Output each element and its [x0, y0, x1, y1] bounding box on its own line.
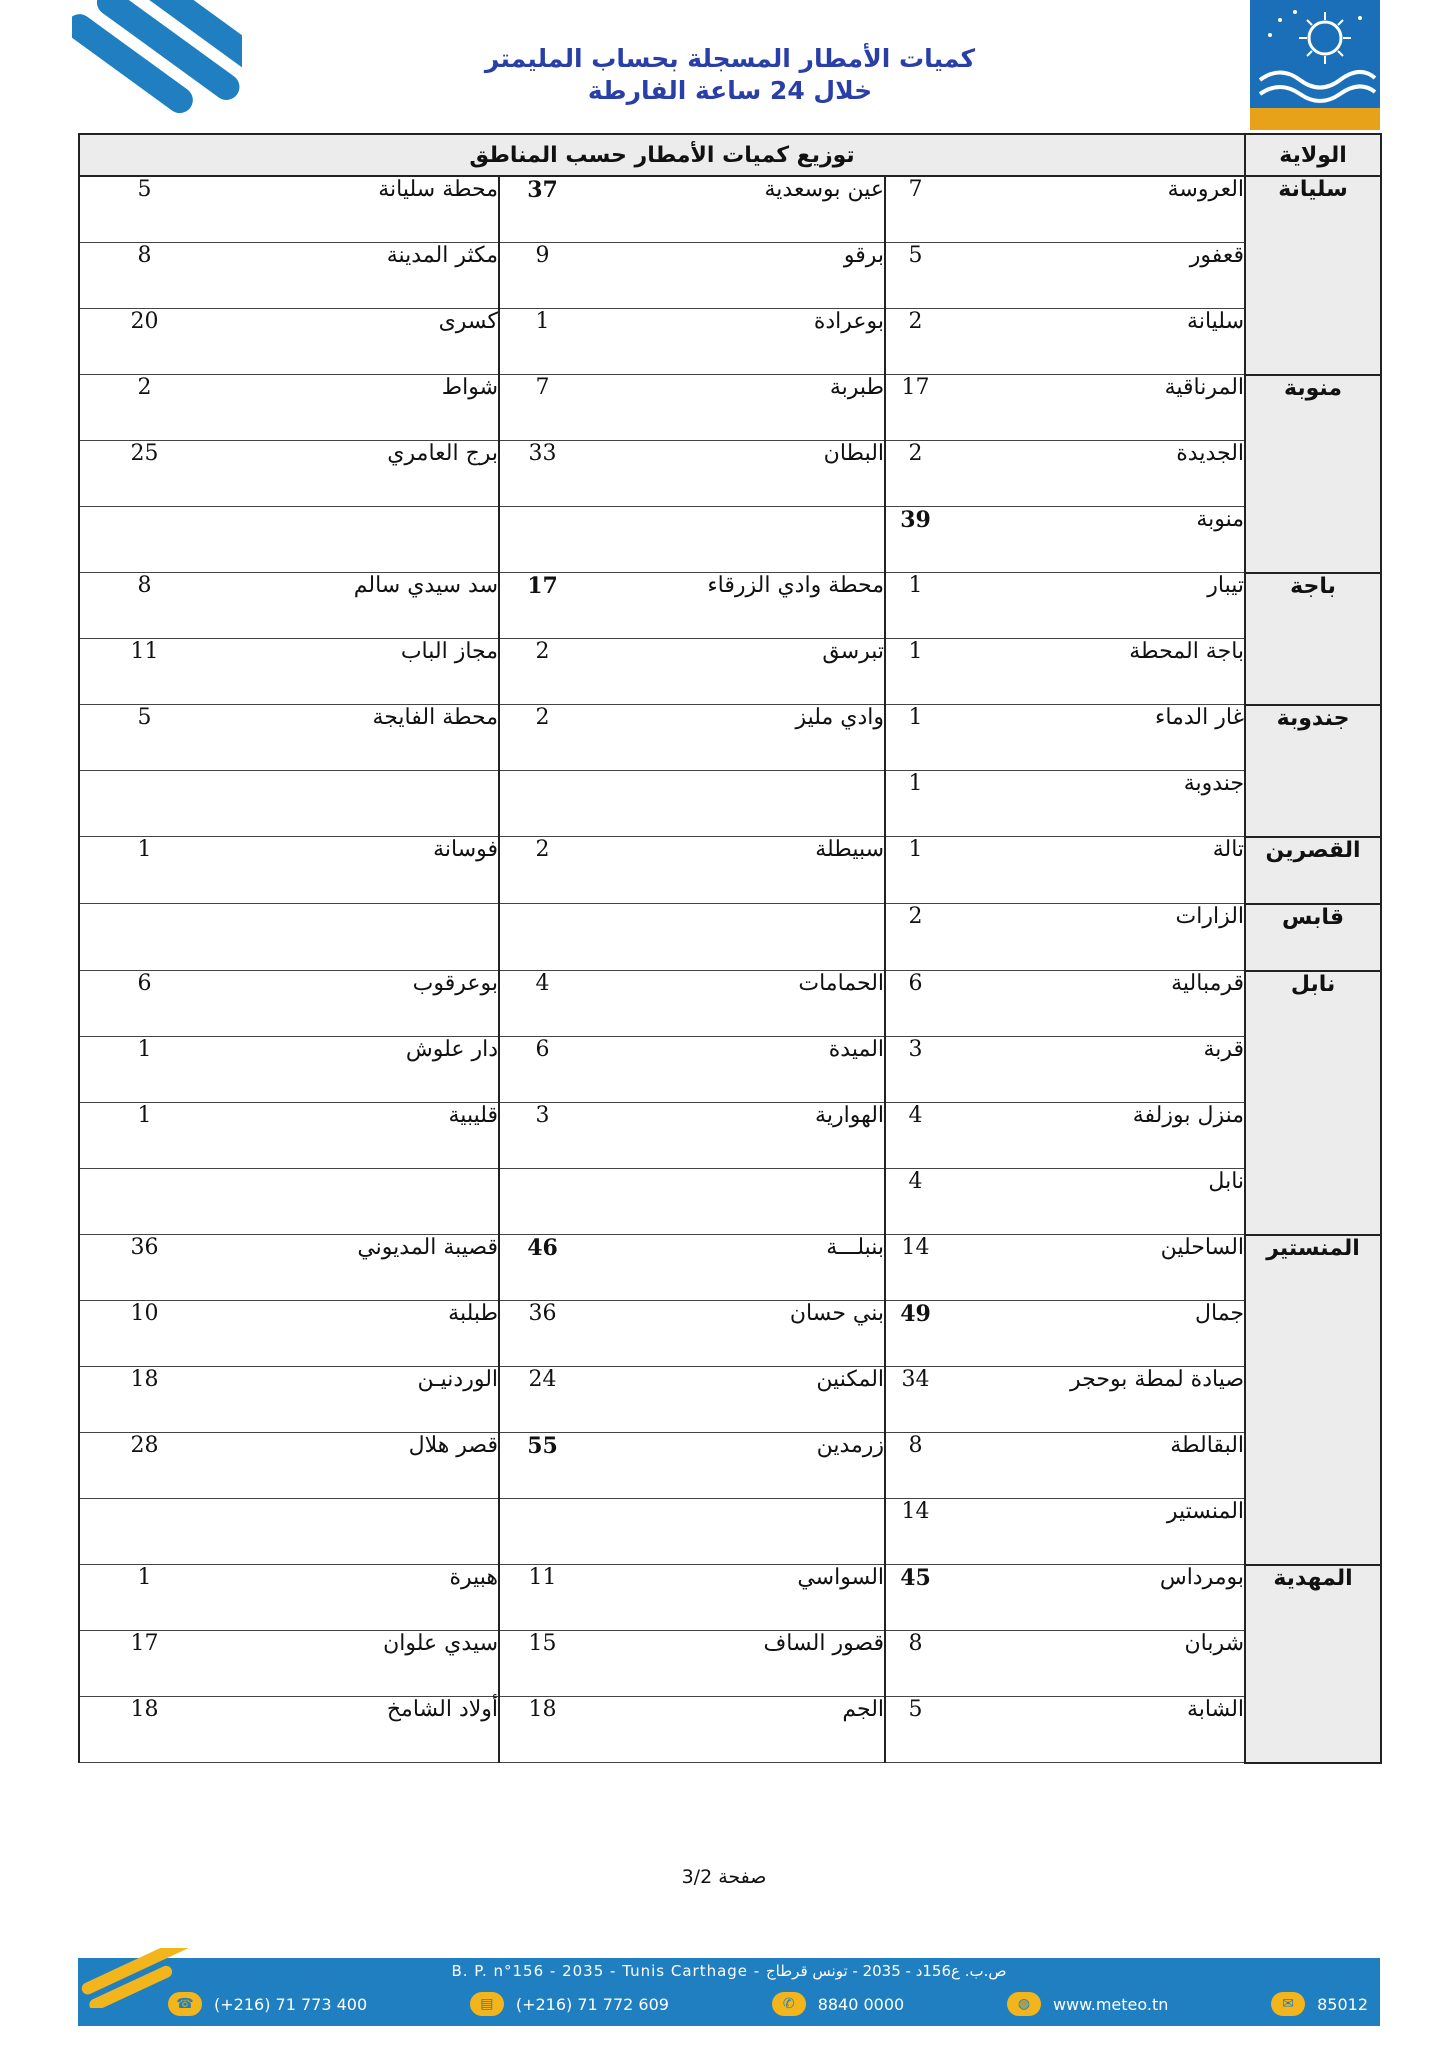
- rainfall-value: 4: [885, 1169, 945, 1235]
- station-name: [585, 771, 885, 837]
- rainfall-value: 24: [499, 1367, 585, 1433]
- table-row: [79, 837, 1381, 904]
- station-name: البطان: [585, 441, 885, 507]
- rainfall-value: 45: [885, 1565, 945, 1631]
- governorate-cell: قابس: [1245, 904, 1381, 971]
- rainfall-value: 18: [499, 1697, 585, 1763]
- institute-logo: [1250, 0, 1380, 130]
- station-name: قرمبالية: [945, 971, 1245, 1037]
- rainfall-value: 7: [885, 176, 945, 243]
- station-name: تالة: [945, 837, 1245, 904]
- station-name: السواسي: [585, 1565, 885, 1631]
- rainfall-value: 2: [885, 441, 945, 507]
- table-row: [79, 971, 1381, 1037]
- table-row: [79, 1235, 1381, 1301]
- station-name: باجة المحطة: [945, 639, 1245, 705]
- table-row: [79, 771, 1381, 837]
- rainfall-value: 18: [79, 1697, 209, 1763]
- station-name: محطة وادي الزرقاء: [585, 573, 885, 639]
- document-subtitle: خلال 24 ساعة الفارطة: [587, 76, 873, 105]
- phone-icon: ☎: [168, 1992, 202, 2016]
- rainfall-value: [79, 771, 209, 837]
- station-name: المنستير: [945, 1499, 1245, 1565]
- rainfall-value: 34: [885, 1367, 945, 1433]
- station-name: قصور الساف: [585, 1631, 885, 1697]
- footer-phone: ☎ (+216) 71 773 400: [168, 1992, 367, 2016]
- station-name: الجديدة: [945, 441, 1245, 507]
- rainfall-value: [499, 1499, 585, 1565]
- station-name: جندوبة: [945, 771, 1245, 837]
- rainfall-value: 39: [885, 507, 945, 573]
- footer-address: B. P. n°156 - 2035 - Tunis Carthage - ص.ب. ع156د - 2035 - تونس قرطاج: [451, 1962, 1007, 1980]
- rainfall-value: [499, 1169, 585, 1235]
- station-name: سبيطلة: [585, 837, 885, 904]
- table-header-row: [79, 134, 1381, 176]
- station-name: صيادة لمطة بوحجر: [945, 1367, 1245, 1433]
- rainfall-value: 3: [885, 1037, 945, 1103]
- station-name: قصر هلال: [209, 1433, 499, 1499]
- table-row: [79, 904, 1381, 971]
- rainfall-value: 1: [885, 573, 945, 639]
- rainfall-value: 1: [79, 1037, 209, 1103]
- station-name: البقالطة: [945, 1433, 1245, 1499]
- station-name: شواط: [209, 375, 499, 441]
- rainfall-value: [499, 507, 585, 573]
- station-name: [585, 904, 885, 971]
- rainfall-value: [79, 1169, 209, 1235]
- rainfall-value: 17: [885, 375, 945, 441]
- footer-fax: ▤ (+216) 71 772 609: [470, 1992, 669, 2016]
- station-name: محطة سليانة: [209, 176, 499, 243]
- rainfall-value: [79, 904, 209, 971]
- rainfall-value: 11: [79, 639, 209, 705]
- table-row: [79, 705, 1381, 771]
- rainfall-value: 20: [79, 309, 209, 375]
- governorate-cell: سليانة: [1245, 176, 1381, 375]
- rainfall-value: 36: [79, 1235, 209, 1301]
- table-row: [79, 441, 1381, 507]
- station-name: بنبلـــة: [585, 1235, 885, 1301]
- footer-sms: ✉ 85012: [1271, 1992, 1368, 2016]
- station-name: الشابة: [945, 1697, 1245, 1763]
- station-name: الحمامات: [585, 971, 885, 1037]
- station-name: وادي مليز: [585, 705, 885, 771]
- station-name: جمال: [945, 1301, 1245, 1367]
- rainfall-value: 5: [79, 176, 209, 243]
- rainfall-value: 17: [79, 1631, 209, 1697]
- station-name: العروسة: [945, 176, 1245, 243]
- station-name: منزل بوزلفة: [945, 1103, 1245, 1169]
- station-name: سد سيدي سالم: [209, 573, 499, 639]
- station-name: بني حسان: [585, 1301, 885, 1367]
- rainfall-value: 1: [79, 837, 209, 904]
- footer-website[interactable]: ◍ www.meteo.tn: [1007, 1992, 1168, 2016]
- table-row: [79, 243, 1381, 309]
- rainfall-value: 33: [499, 441, 585, 507]
- rainfall-value: 17: [499, 573, 585, 639]
- table-row: [79, 639, 1381, 705]
- rainfall-value: 8: [79, 243, 209, 309]
- station-name: بوعرادة: [585, 309, 885, 375]
- station-name: كسرى: [209, 309, 499, 375]
- rainfall-value: 2: [499, 705, 585, 771]
- rainfall-value: 8: [885, 1433, 945, 1499]
- rainfall-value: 14: [885, 1499, 945, 1565]
- station-name: بوعرقوب: [209, 971, 499, 1037]
- rainfall-value: 10: [79, 1301, 209, 1367]
- table-row: [79, 176, 1381, 243]
- rainfall-value: 46: [499, 1235, 585, 1301]
- rainfall-value: 49: [885, 1301, 945, 1367]
- rainfall-value: 1: [79, 1103, 209, 1169]
- rainfall-value: 7: [499, 375, 585, 441]
- station-name: الجم: [585, 1697, 885, 1763]
- rainfall-value: 11: [499, 1565, 585, 1631]
- station-name: تبرسق: [585, 639, 885, 705]
- station-name: زرمدين: [585, 1433, 885, 1499]
- governorate-cell: منوبة: [1245, 375, 1381, 573]
- rainfall-value: 1: [79, 1565, 209, 1631]
- rainfall-value: 6: [79, 971, 209, 1037]
- rainfall-value: 3: [499, 1103, 585, 1169]
- station-name: عين بوسعدية: [585, 176, 885, 243]
- rainfall-value: [79, 1499, 209, 1565]
- station-name: فوسانة: [209, 837, 499, 904]
- station-name: الميدة: [585, 1037, 885, 1103]
- table-row: [79, 1433, 1381, 1499]
- station-name: بومرداس: [945, 1565, 1245, 1631]
- station-name: منوبة: [945, 507, 1245, 573]
- station-name: طبربة: [585, 375, 885, 441]
- station-name: قصيبة المديوني: [209, 1235, 499, 1301]
- table-row: [79, 1565, 1381, 1631]
- rainfall-value: 2: [885, 904, 945, 971]
- station-name: غار الدماء: [945, 705, 1245, 771]
- rainfall-value: [79, 507, 209, 573]
- rainfall-value: 6: [885, 971, 945, 1037]
- rainfall-value: 25: [79, 441, 209, 507]
- rainfall-value: 2: [499, 837, 585, 904]
- rainfall-value: [499, 904, 585, 971]
- sms-icon: ✉: [1271, 1992, 1305, 2016]
- station-name: هبيرة: [209, 1565, 499, 1631]
- table-row: [79, 573, 1381, 639]
- table-row: [79, 1169, 1381, 1235]
- stripes-logo-left: [72, 0, 242, 135]
- station-name: [209, 904, 499, 971]
- table-row: [79, 309, 1381, 375]
- table-row: [79, 1697, 1381, 1763]
- station-name: برقو: [585, 243, 885, 309]
- station-name: الهوارية: [585, 1103, 885, 1169]
- station-name: [209, 771, 499, 837]
- rainfall-value: 4: [499, 971, 585, 1037]
- table-row: [79, 1499, 1381, 1565]
- station-name: قربة: [945, 1037, 1245, 1103]
- station-name: نابل: [945, 1169, 1245, 1235]
- rainfall-value: 5: [885, 1697, 945, 1763]
- table-row: [79, 1103, 1381, 1169]
- rainfall-value: 15: [499, 1631, 585, 1697]
- rainfall-value: 55: [499, 1433, 585, 1499]
- table-row: [79, 1301, 1381, 1367]
- rainfall-value: 1: [885, 771, 945, 837]
- rainfall-value: 2: [79, 375, 209, 441]
- footer: [78, 1948, 1380, 2028]
- governorate-cell: المهدية: [1245, 1565, 1381, 1763]
- rainfall-value: 1: [885, 639, 945, 705]
- station-name: قليبية: [209, 1103, 499, 1169]
- document-title: كميات الأمطار المسجلة بحساب المليمتر: [484, 44, 976, 73]
- station-name: الساحلين: [945, 1235, 1245, 1301]
- station-name: قعفور: [945, 243, 1245, 309]
- rainfall-value: 36: [499, 1301, 585, 1367]
- governorate-header: الولاية: [1245, 134, 1381, 176]
- station-name: أولاد الشامخ: [209, 1697, 499, 1763]
- table-row: [79, 375, 1381, 441]
- rainfall-value: 5: [885, 243, 945, 309]
- station-name: سليانة: [945, 309, 1245, 375]
- rainfall-value: 4: [885, 1103, 945, 1169]
- station-name: سيدي علوان: [209, 1631, 499, 1697]
- governorate-cell: باجة: [1245, 573, 1381, 705]
- rainfall-value: 5: [79, 705, 209, 771]
- fax-icon: ▤: [470, 1992, 504, 2016]
- table-row: [79, 1631, 1381, 1697]
- hotline-icon: ✆: [772, 1992, 806, 2016]
- station-name: مجاز الباب: [209, 639, 499, 705]
- rainfall-value: 28: [79, 1433, 209, 1499]
- station-name: الزارات: [945, 904, 1245, 971]
- station-name: [209, 507, 499, 573]
- station-name: المرناقية: [945, 375, 1245, 441]
- station-name: تيبار: [945, 573, 1245, 639]
- footer-hotline: ✆ 8840 0000: [772, 1992, 905, 2016]
- governorate-cell: المنستير: [1245, 1235, 1381, 1565]
- rainfall-value: 8: [885, 1631, 945, 1697]
- table-row: [79, 1367, 1381, 1433]
- rainfall-value: 2: [885, 309, 945, 375]
- station-name: محطة الفايجة: [209, 705, 499, 771]
- station-name: [585, 1499, 885, 1565]
- station-name: الوردنيـن: [209, 1367, 499, 1433]
- station-name: [209, 1499, 499, 1565]
- sun-waves-emblem-icon: [1250, 0, 1380, 108]
- rainfall-value: 14: [885, 1235, 945, 1301]
- station-name: طبلبة: [209, 1301, 499, 1367]
- rainfall-value: 18: [79, 1367, 209, 1433]
- globe-icon: ◍: [1007, 1992, 1041, 2016]
- station-name: [209, 1169, 499, 1235]
- rainfall-value: 1: [885, 705, 945, 771]
- station-name: شربان: [945, 1631, 1245, 1697]
- rainfall-value: 1: [499, 309, 585, 375]
- page-number: صفحة 3/2: [681, 1866, 767, 1888]
- rainfall-value: 37: [499, 176, 585, 243]
- table-row: [79, 507, 1381, 573]
- rainfall-value: 8: [79, 573, 209, 639]
- governorate-cell: جندوبة: [1245, 705, 1381, 837]
- station-name: المكنين: [585, 1367, 885, 1433]
- rainfall-value: [499, 771, 585, 837]
- station-name: برج العامري: [209, 441, 499, 507]
- rainfall-value: 2: [499, 639, 585, 705]
- station-name: [585, 507, 885, 573]
- station-name: دار علوش: [209, 1037, 499, 1103]
- rainfall-value: 1: [885, 837, 945, 904]
- rainfall-value: 9: [499, 243, 585, 309]
- distribution-header: توزيع كميات الأمطار حسب المناطق: [79, 134, 1245, 176]
- rainfall-table: [78, 133, 1382, 1764]
- table-row: [79, 1037, 1381, 1103]
- rainfall-value: 6: [499, 1037, 585, 1103]
- governorate-cell: نابل: [1245, 971, 1381, 1235]
- governorate-cell: القصرين: [1245, 837, 1381, 904]
- station-name: [585, 1169, 885, 1235]
- station-name: مكثر المدينة: [209, 243, 499, 309]
